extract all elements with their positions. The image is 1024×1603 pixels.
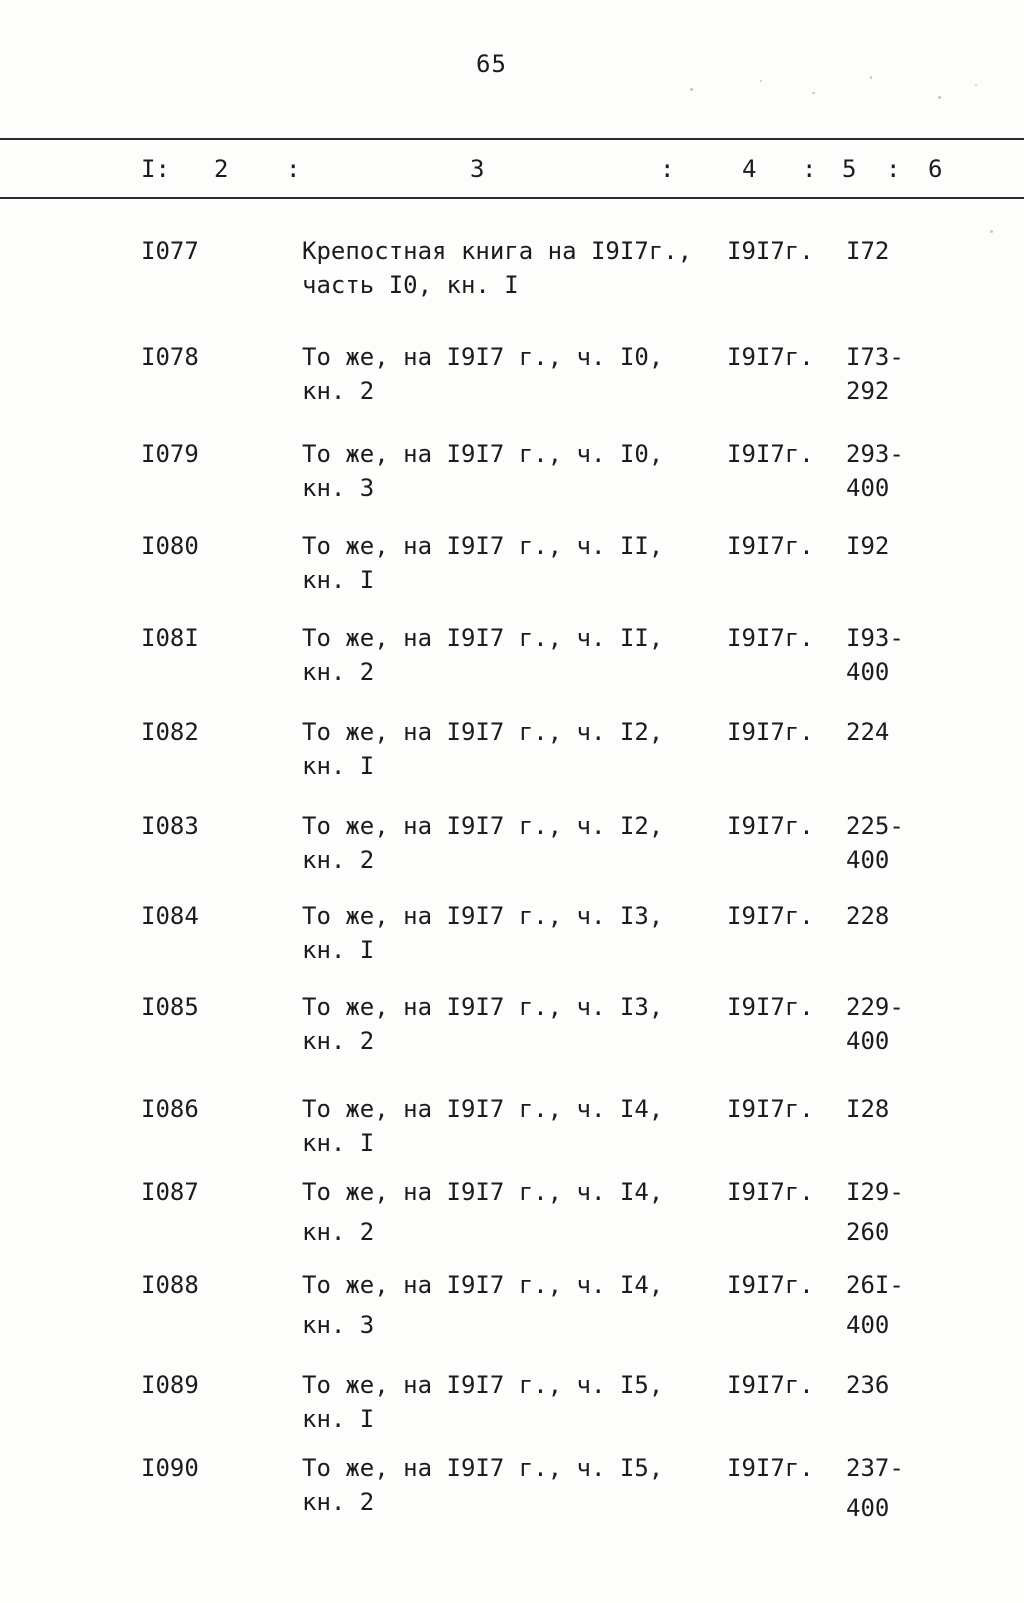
entry-sheets-line: I72 (846, 237, 890, 265)
entry-date: I9I7г. (727, 1454, 814, 1482)
entry-title-line: То же, на I9I7 г., ч. I0, (302, 343, 664, 371)
entry-sheets-line: I73- (846, 343, 904, 371)
entry-title-line: кн. 3 (302, 474, 375, 502)
entry-sheets-line: 400 (846, 1494, 890, 1522)
entry-number: I080 (141, 532, 199, 560)
entry-date: I9I7г. (727, 812, 814, 840)
entry-number: I087 (141, 1178, 199, 1206)
entry-number: I086 (141, 1095, 199, 1123)
entry-title-line: То же, на I9I7 г., ч. I3, (302, 902, 664, 930)
entry-sheets-line: 293- (846, 440, 904, 468)
entry-date: I9I7г. (727, 993, 814, 1021)
entry-sheets-line: 236 (846, 1371, 890, 1399)
entry-title-line: То же, на I9I7 г., ч. II, (302, 532, 664, 560)
scan-speck (990, 230, 993, 233)
entry-date: I9I7г. (727, 237, 814, 265)
entry-sheets-line: 400 (846, 846, 890, 874)
entry-title-line: кн. I (302, 752, 375, 780)
entry-number: I08I (141, 624, 199, 652)
entry-sheets (846, 234, 889, 268)
scan-speck (812, 92, 815, 94)
entry-date: I9I7г. (727, 1271, 814, 1299)
column-header-2: 2 (214, 155, 229, 183)
entry-date: I9I7г. (727, 624, 814, 652)
entry-title-line: То же, на I9I7 г., ч. I2, (302, 718, 664, 746)
entry-title-line: кн. 2 (302, 1218, 375, 1246)
entry-date: I9I7г. (727, 343, 814, 371)
entry-title-line: часть I0, кн. I (302, 271, 519, 299)
column-header-5: 5 (842, 155, 857, 183)
column-header-4: 4 (742, 155, 757, 183)
entry-sheets (846, 1451, 904, 1525)
entry-date: I9I7г. (727, 532, 814, 560)
entry-date: I9I7г. (727, 1178, 814, 1206)
entry-date: I9I7г. (727, 902, 814, 930)
column-separator: : (286, 155, 301, 183)
entry-sheets-line: 26I- (846, 1271, 904, 1299)
entry-sheets-line: 292 (846, 377, 890, 405)
entry-sheets-line: 400 (846, 1027, 890, 1055)
entry-title (302, 234, 722, 302)
entry-title (302, 1451, 722, 1519)
entry-sheets-line: 400 (846, 474, 890, 502)
scan-speck (938, 96, 941, 99)
column-separator: : (886, 155, 901, 183)
entry-title-line: кн. 2 (302, 1488, 375, 1516)
entry-number: I084 (141, 902, 199, 930)
entry-title (302, 621, 722, 689)
entry-sheets-line: 400 (846, 658, 890, 686)
entry-sheets (846, 1268, 904, 1342)
entry-sheets (846, 437, 904, 505)
entry-date: I9I7г. (727, 718, 814, 746)
entry-number: I083 (141, 812, 199, 840)
entry-title-line: То же, на I9I7 г., ч. I5, (302, 1371, 664, 1399)
entry-sheets-line: 400 (846, 1311, 890, 1339)
entry-sheets-line: I29- (846, 1178, 904, 1206)
entry-number: I082 (141, 718, 199, 746)
column-header-1: I: (141, 155, 170, 183)
entry-number: I090 (141, 1454, 199, 1482)
entry-title-line: кн. 2 (302, 1027, 375, 1055)
entry-title-line: кн. I (302, 1129, 375, 1157)
entry-number: I089 (141, 1371, 199, 1399)
entry-title-line: То же, на I9I7 г., ч. I5, (302, 1454, 664, 1482)
entry-sheets (846, 1175, 904, 1249)
entry-date: I9I7г. (727, 1095, 814, 1123)
entry-title-line: кн. I (302, 936, 375, 964)
entry-title (302, 990, 722, 1058)
entry-title (302, 1268, 722, 1342)
entry-title-line: То же, на I9I7 г., ч. I3, (302, 993, 664, 1021)
entry-number: I085 (141, 993, 199, 1021)
entry-sheets-line: 225- (846, 812, 904, 840)
page-number: 65 (476, 50, 507, 78)
scan-speck (690, 88, 693, 91)
entry-sheets (846, 715, 889, 749)
entry-sheets (846, 1368, 889, 1402)
entry-sheets-line: 228 (846, 902, 890, 930)
entry-sheets (846, 1092, 889, 1126)
entry-title-line: То же, на I9I7 г., ч. I4, (302, 1178, 664, 1206)
scan-speck (760, 80, 762, 82)
entry-sheets-line: 229- (846, 993, 904, 1021)
entry-title-line: Крепостная книга на I9I7г., (302, 237, 693, 265)
entry-title-line: кн. I (302, 1405, 375, 1433)
entry-title-line: То же, на I9I7 г., ч. II, (302, 624, 664, 652)
entry-title-line: кн. 2 (302, 846, 375, 874)
entry-title (302, 899, 722, 967)
entry-number: I088 (141, 1271, 199, 1299)
scan-speck (975, 84, 977, 86)
entry-title-line: То же, на I9I7 г., ч. I2, (302, 812, 664, 840)
entry-title-line: кн. 2 (302, 658, 375, 686)
entry-sheets (846, 340, 904, 408)
entry-title (302, 1175, 722, 1249)
entry-sheets (846, 899, 889, 933)
column-header-6: 6 (928, 155, 943, 183)
entry-title (302, 529, 722, 597)
entry-sheets (846, 621, 904, 689)
entry-title-line: кн. I (302, 566, 375, 594)
entry-sheets-line: 224 (846, 718, 890, 746)
entry-title (302, 437, 722, 505)
entry-title-line: кн. 3 (302, 1311, 375, 1339)
entry-title-line: То же, на I9I7 г., ч. I4, (302, 1095, 664, 1123)
entry-sheets-line: I92 (846, 532, 890, 560)
column-separator: : (802, 155, 817, 183)
column-header-3: 3 (470, 155, 485, 183)
entry-sheets (846, 809, 904, 877)
scan-speck (870, 76, 872, 79)
entry-title-line: То же, на I9I7 г., ч. I0, (302, 440, 664, 468)
entry-sheets-line: 237- (846, 1454, 904, 1482)
entry-sheets-line: I93- (846, 624, 904, 652)
entry-title-line: кн. 2 (302, 377, 375, 405)
entry-title-line: То же, на I9I7 г., ч. I4, (302, 1271, 664, 1299)
entry-title (302, 715, 722, 783)
entry-number: I078 (141, 343, 199, 371)
entry-sheets-line: I28 (846, 1095, 890, 1123)
entry-number: I077 (141, 237, 199, 265)
entry-title (302, 809, 722, 877)
entry-title (302, 1092, 722, 1160)
entry-number: I079 (141, 440, 199, 468)
entry-sheets (846, 529, 889, 563)
entry-date: I9I7г. (727, 440, 814, 468)
entry-sheets-line: 260 (846, 1218, 890, 1246)
entry-title (302, 340, 722, 408)
entry-sheets (846, 990, 904, 1058)
entry-date: I9I7г. (727, 1371, 814, 1399)
entry-title (302, 1368, 722, 1436)
column-separator: : (660, 155, 675, 183)
